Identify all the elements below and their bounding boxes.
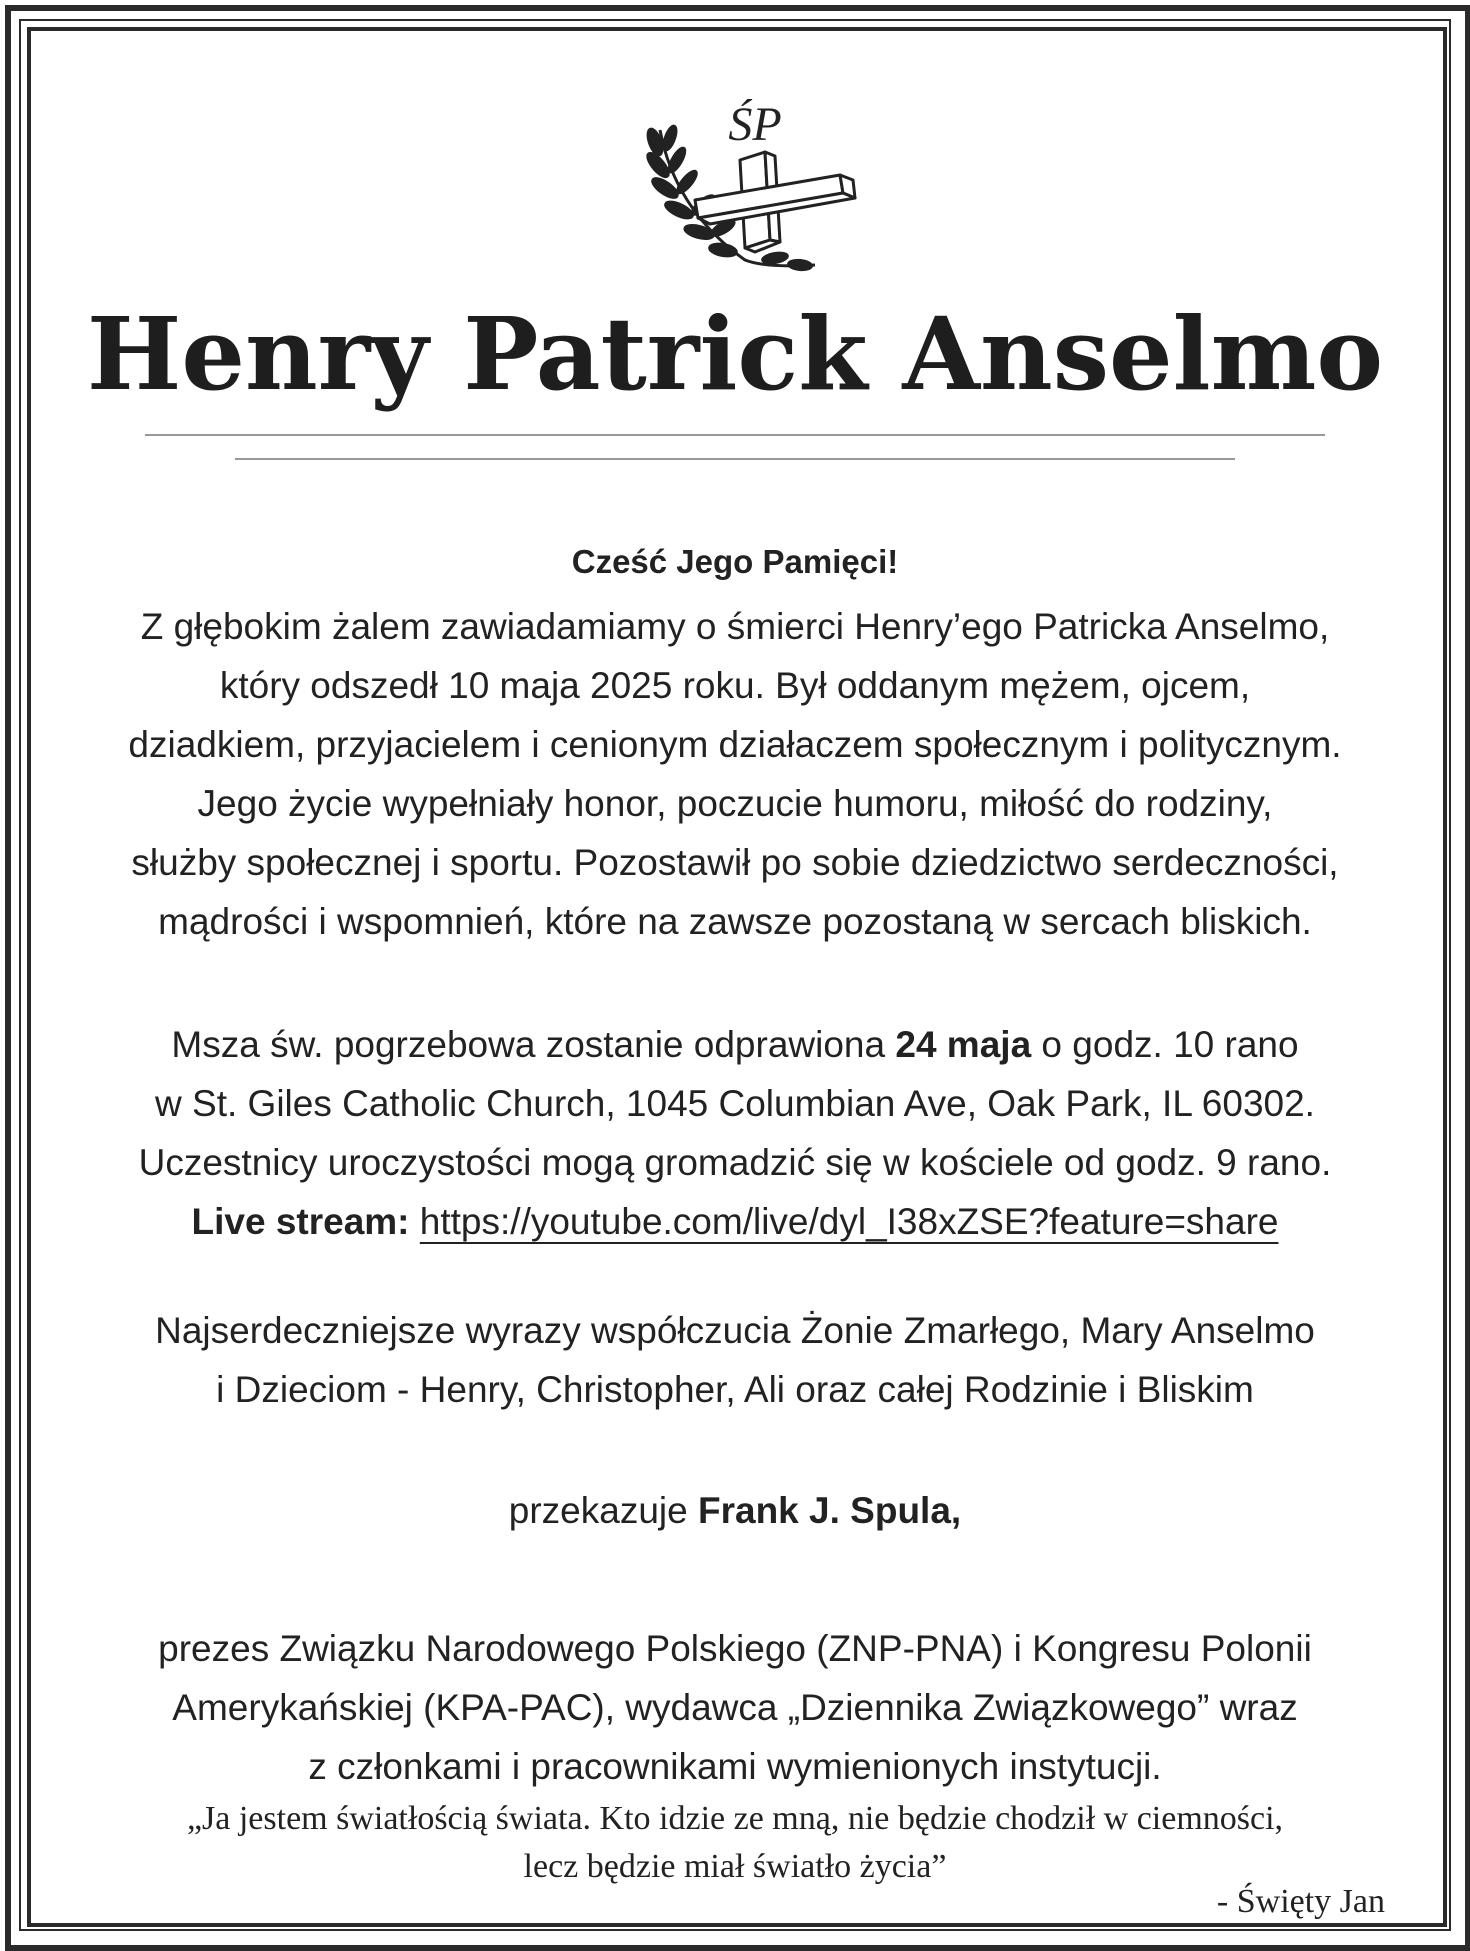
condolences-line: i Dzieciom - Henry, Christopher, Ali oraz całej Rodzinie i Bliskim (216, 1369, 1254, 1410)
sender-prefix: przekazuje (508, 1490, 698, 1531)
cross-with-palm-branch-icon (615, 90, 895, 290)
announcement-line: służby społecznej i sportu. Pozostawił po sobie dziedzictwo serdeczności, (131, 842, 1339, 883)
condolences-line: Najserdeczniejsze wyrazy współczucia Żonie Zmarłego, Mary Anselmo (155, 1310, 1315, 1351)
quote-line: lecz będzie miał światło życia” (523, 1848, 947, 1885)
mass-location-line: w St. Giles Catholic Church, 1045 Columbian Ave, Oak Park, IL 60302. (155, 1083, 1315, 1124)
live-stream-line (35, 1192, 1435, 1251)
live-stream-label: Live stream: (191, 1201, 410, 1242)
memorial-heading: Cześć Jego Pamięci! (571, 543, 899, 580)
condolences-paragraph (35, 1301, 1435, 1419)
live-stream-link[interactable]: https://youtube.com/live/dyl_I38xZSE?feature=share (419, 1201, 1279, 1242)
announcement-line: dziadkiem, przyjacielem i cenionym działaczem społecznym i politycznym. (128, 724, 1342, 765)
deceased-name: Henry Patrick Anselmo (86, 295, 1384, 413)
scripture-quote (35, 1795, 1435, 1891)
mass-text: Msza św. pogrzebowa zostanie odprawiona (171, 1024, 896, 1065)
quote-line: „Ja jestem światłością świata. Kto idzie ze mną, nie będzie chodził w ciemności, (186, 1800, 1284, 1837)
sender-titles (35, 1619, 1435, 1796)
mass-time: o godz. 10 rano (1031, 1024, 1299, 1065)
funeral-mass-details (35, 1015, 1435, 1251)
mass-date-line (35, 1015, 1435, 1074)
obituary-notice (35, 35, 1435, 1920)
titles-line: z członkami i pracownikami wymienionych instytucji. (308, 1746, 1162, 1787)
announcement-line: który odszedł 10 maja 2025 roku. Był oddanym mężem, ojcem, (219, 665, 1251, 706)
divider-line-bottom (235, 458, 1235, 460)
sender-line (35, 1481, 1435, 1540)
mass-date: 24 maja (895, 1024, 1032, 1065)
titles-line: Amerykańskiej (KPA-PAC), wydawca „Dziennika Związkowego” wraz (172, 1687, 1298, 1728)
announcement-line: Z głębokim żalem zawiadamiamy o śmierci Henry’ego Patricka Anselmo, (140, 606, 1330, 647)
mass-gathering-line: Uczestnicy uroczystości mogą gromadzić się w kościele od godz. 9 rano. (138, 1142, 1332, 1183)
quote-attribution: - Święty Jan (1216, 1883, 1385, 1920)
sender-name: Frank J. Spula, (698, 1490, 962, 1531)
announcement-paragraph (35, 597, 1435, 951)
divider-line-top (145, 434, 1325, 436)
announcement-line: mądrości i wspomnień, które na zawsze pozostaną w sercach bliskich. (158, 901, 1312, 942)
titles-line: prezes Związku Narodowego Polskiego (ZNP-PNA) i Kongresu Polonii (158, 1628, 1312, 1669)
sp-emblem-text: ŚP (728, 98, 782, 151)
announcement-line: Jego życie wypełniały honor, poczucie humoru, miłość do rodziny, (197, 783, 1273, 824)
